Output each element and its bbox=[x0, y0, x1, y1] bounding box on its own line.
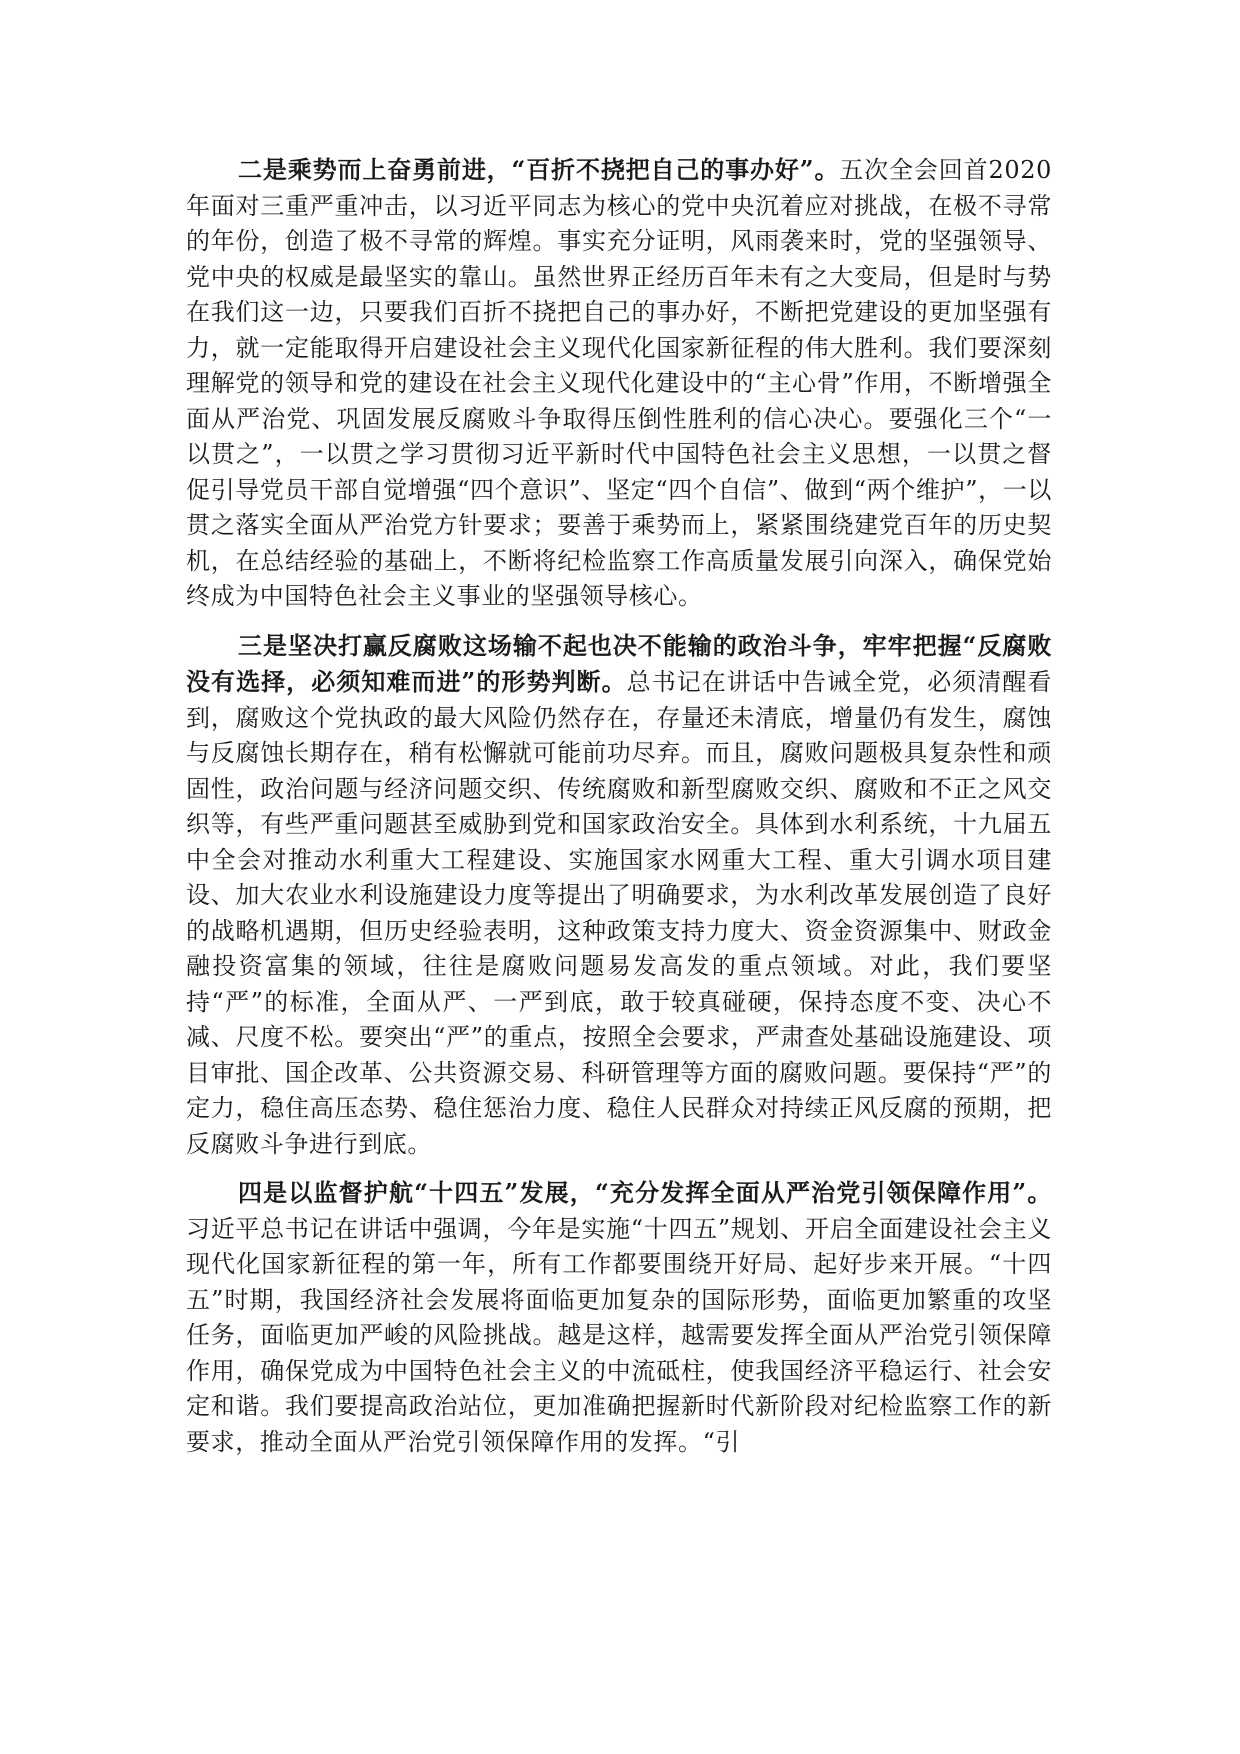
paragraph-4 bbox=[186, 1175, 1052, 1460]
paragraph-4-heading: 四是以监督护航“十四五”发展，“充分发挥全面从严治党引领保障作用”。 bbox=[238, 1178, 1052, 1207]
paragraph-2-body: 五次全会回首2020年面对三重严重冲击，以习近平同志为核心的党中央沉着应对挑战，在极不寻常的年份，创造了极不寻常的辉煌。事实充分证明，风雨袭来时，党的坚强领导、党中央的权威是最坚实的靠山。虽然世界正经历百年未有之大变局，但是时与势在我们这一边，只要我们百折不挠把自己的事办好，不断把党建设的更加坚强有力，就一定能取得开启建设社会主义现代化国家新征程的伟大胜利。我们要深刻理解党的领导和党的建设在社会主义现代化建设中的“主心骨”作用，不断增强全面从严治党、巩固发展反腐败斗争取得压倒性胜利的信心决心。要强化三个“一以贯之”，一以贯之学习贯彻习近平新时代中国特色社会主义思想，一以贯之督促引导党员干部自觉增强“四个意识”、坚定“四个自信”、做到“两个维护”，一以贯之落实全面从严治党方针要求；要善于乘势而上，紧紧围绕建党百年的历史契机，在总结经验的基础上，不断将纪检监察工作高质量发展引向深入，确保党始终成为中国特色社会主义事业的坚强领导核心。 bbox=[186, 156, 1052, 610]
document-page bbox=[186, 152, 1052, 1473]
paragraph-2 bbox=[186, 152, 1052, 615]
paragraph-3-heading: 三是坚决打赢反腐败这场输不起也决不能输的政治斗争，牢牢把握“反腐败没有选择，必须知难而进”的形势判断。 bbox=[186, 630, 1052, 696]
paragraph-3 bbox=[186, 628, 1052, 1163]
paragraph-4-body: 习近平总书记在讲话中强调，今年是实施“十四五”规划、开启全面建设社会主义现代化国家新征程的第一年，所有工作都要围绕开好局、起好步来开展。“十四五”时期，我国经济社会发展将面临更加复杂的国际形势，面临更加繁重的攻坚任务，面临更加严峻的风险挑战。越是这样，越需要发挥全面从严治党引领保障作用，确保党成为中国特色社会主义的中流砥柱，使我国经济平稳运行、社会安定和谐。我们要提高政治站位，更加准确把握新时代新阶段对纪检监察工作的新要求，推动全面从严治党引领保障作用的发挥。“引 bbox=[186, 1214, 1052, 1456]
paragraph-3-body: 总书记在讲话中告诫全党，必须清醒看到，腐败这个党执政的最大风险仍然存在，存量还未清底，增量仍有发生，腐蚀与反腐蚀长期存在，稍有松懈就可能前功尽弃。而且，腐败问题极具复杂性和顽固性，政治问题与经济问题交织、传统腐败和新型腐败交织、腐败和不正之风交织等，有些严重问题甚至威胁到党和国家政治安全。具体到水利系统，十九届五中全会对推动水利重大工程建设、实施国家水网重大工程、重大引调水项目建设、加大农业水利设施建设力度等提出了明确要求，为水利改革发展创造了良好的战略机遇期，但历史经验表明，这种政策支持力度大、资金资源集中、财政金融投资富集的领域，往往是腐败问题易发高发的重点领域。对此，我们要坚持“严”的标准，全面从严、一严到底，敢于较真碰硬，保持态度不变、决心不减、尺度不松。要突出“严”的重点，按照全会要求，严肃查处基础设施建设、项目审批、国企改革、公共资源交易、科研管理等方面的腐败问题。要保持“严”的定力，稳住高压态势、稳住惩治力度、稳住人民群众对持续正风反腐的预期，把反腐败斗争进行到底。 bbox=[186, 668, 1053, 1158]
paragraph-2-heading: 二是乘势而上奋勇前进，“百折不挠把自己的事办好”。 bbox=[238, 155, 840, 184]
